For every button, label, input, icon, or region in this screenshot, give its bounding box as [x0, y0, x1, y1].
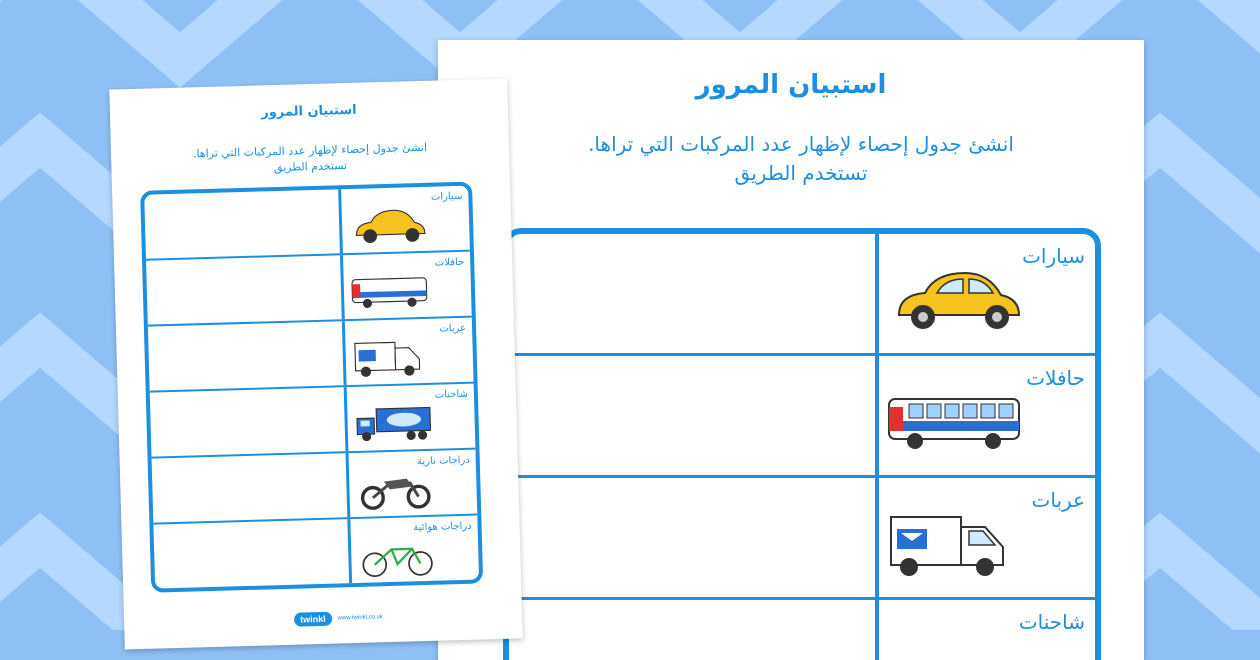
- tally-cell[interactable]: [509, 600, 875, 660]
- worksheet-title: استبيان المرور: [261, 102, 357, 121]
- instruction-line-1: انشئ جدول إحصاء لإظهار عدد المركبات التي تراها.: [192, 140, 428, 161]
- worksheet-title: استبيان المرور: [695, 70, 887, 100]
- truck-icon: [353, 403, 434, 445]
- tally-cell[interactable]: [150, 387, 346, 456]
- worksheet-small: [109, 79, 522, 650]
- tally-cell[interactable]: [509, 234, 875, 353]
- van-icon: [885, 509, 1025, 579]
- twinkl-logo: [294, 610, 383, 626]
- tally-cell[interactable]: [509, 356, 875, 475]
- table-row: [150, 384, 476, 459]
- vehicle-cell: [346, 450, 478, 518]
- tally-cell[interactable]: [144, 189, 340, 258]
- table-row: [509, 234, 1095, 356]
- vehicle-cell: [875, 478, 1095, 597]
- vehicle-label: شاحنات: [1018, 610, 1085, 634]
- tally-cell[interactable]: [153, 519, 349, 590]
- vehicle-label: حافلات: [1026, 366, 1085, 390]
- tally-cell[interactable]: [509, 478, 875, 597]
- table-row: [146, 252, 472, 327]
- tally-cell[interactable]: [148, 321, 344, 390]
- vehicle-cell: [875, 600, 1095, 660]
- bus-icon: [349, 271, 430, 313]
- car-icon: [348, 205, 429, 247]
- bus-icon: [885, 387, 1025, 457]
- vehicle-label: حافلات: [434, 256, 465, 269]
- table-row: [509, 478, 1095, 600]
- bicycle-icon: [357, 537, 438, 579]
- instruction-text: [111, 138, 510, 181]
- vehicle-cell: [338, 186, 470, 254]
- table-row: [144, 186, 470, 261]
- instruction-text: [438, 130, 1144, 188]
- vehicle-label: دراجات هوائية: [413, 520, 472, 534]
- instruction-line-2: تستخدم الطريق: [273, 158, 348, 175]
- vehicle-label: عربات: [1031, 488, 1085, 512]
- car-icon: [885, 265, 1025, 335]
- vehicle-cell: [344, 384, 476, 452]
- vehicle-label: شاحنات: [434, 388, 469, 401]
- table-row: [509, 356, 1095, 478]
- instruction-line-2: تستخدم الطريق: [734, 161, 868, 185]
- vehicle-label: سيارات: [1022, 244, 1085, 268]
- logo-url: www.twinkl.co.uk: [337, 614, 384, 622]
- vehicle-cell: [875, 356, 1095, 475]
- tally-table: [503, 228, 1101, 660]
- vehicle-cell: [340, 252, 472, 320]
- table-row: [148, 318, 474, 393]
- tally-cell[interactable]: [146, 255, 342, 324]
- vehicle-label: سيارات: [430, 190, 463, 203]
- table-row: [153, 516, 479, 591]
- instruction-line-1: انشئ جدول إحصاء لإظهار عدد المركبات التي تراها.: [588, 132, 1014, 156]
- worksheet-large: [438, 40, 1144, 660]
- vehicle-label: عربات: [439, 322, 467, 335]
- van-icon: [351, 337, 432, 379]
- tally-cell[interactable]: [152, 453, 348, 522]
- vehicle-cell: [875, 234, 1095, 353]
- vehicle-label: دراجات نارية: [416, 454, 470, 468]
- logo-badge: twinkl: [294, 612, 332, 627]
- table-row: [509, 600, 1095, 660]
- vehicle-cell: [347, 516, 479, 586]
- table-row: [152, 450, 478, 525]
- vehicle-cell: [342, 318, 474, 386]
- tally-table: [140, 182, 483, 593]
- motorcycle-icon: [355, 469, 436, 511]
